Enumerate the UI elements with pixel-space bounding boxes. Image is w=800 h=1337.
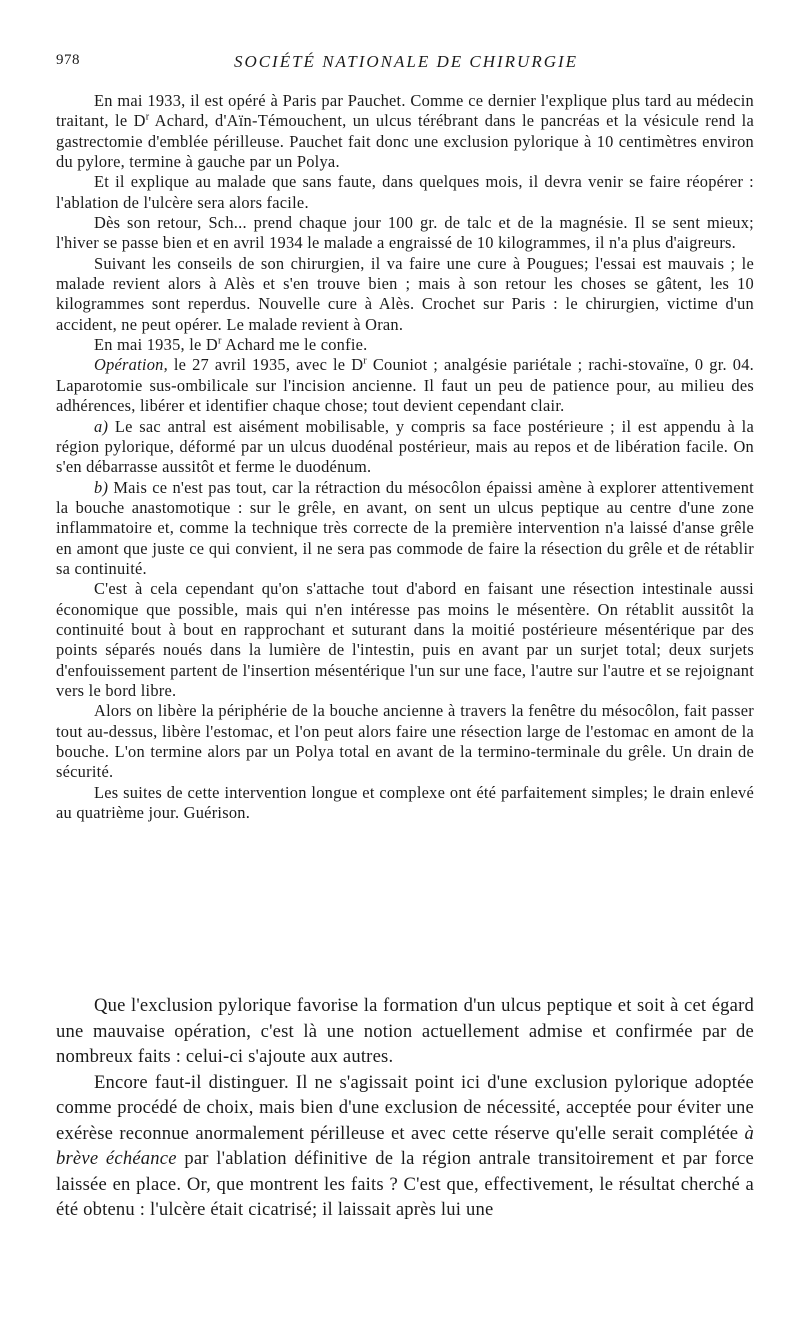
- page-number: 978: [56, 52, 80, 68]
- paragraph: En mai 1935, le $D^r$ Achard me le confie.: [94, 335, 368, 355]
- paragraph: Alors on libère la périphérie de la bouche ancienne à travers la fenêtre du mésocôlon, fait passer tout au-dessus, libère l'estomac, et l'on peut alors faire une résection large de l'estomac en amont de la bouche. L'on termine alors par un Polya total en avant de la termino-terminale du grêle. Un drain de sécurité.: [56, 701, 754, 782]
- discussion-text: [56, 993, 754, 1223]
- paragraph: Que l'exclusion pylorique favorise la formation d'un ulcus peptique et soit à cet égard une mauvaise opération, c'est là une notion actuellement admise et confirmée par de nombreux faits : celui-ci s'ajoute aux autres.: [56, 995, 754, 1067]
- paragraph: Encore faut-il distinguer. Il ne s'agissait point ici d'une exclusion pylorique adoptée comme procédé de choix, mais bien d'une exclusion de nécessité, acceptée pour éviter une exérèse reconnue anormalement périlleuse et avec cette réserve qu'elle serait complétée à brève échéance par l'ablation définitive de la région antrale transitoirement et par force laissée en place. Or, que montrent les faits ? C'est que, effectivement, le résultat cherché a été obtenu : l'ulcère était cicatrisé; il laissait après lui une: [56, 1071, 754, 1220]
- paragraph: b) Mais ce n'est pas tout, car la rétraction du mésocôlon épaissi amène à explorer attentivement la bouche anastomotique : sur le grêle, en avant, on sent un ulcus peptique au centre d'une zone inflammatoire et, comme la technique très correcte de la première intervention n'a laissé d'anse grêle en amont que juste ce qui convient, il ne sera pas commode de faire la résection du grêle et de rétablir sa continuité.: [56, 477, 754, 578]
- case-report-text: [56, 91, 754, 823]
- paragraph: a) Le sac antral est aisément mobilisable, y compris sa face postérieure ; il est appendu à la région pylorique, déformé par un ulcus duodénal postérieur, mais au repos et de libération facile. On s'en débarrasse aussitôt et ferme le duodénum.: [56, 416, 754, 477]
- paragraph: C'est à cela cependant qu'on s'attache tout d'abord en faisant une résection intestinale aussi économique que possible, mais qui n'en intéresse pas moins le mésentère. On rétablit aussitôt la continuité bout à bout en rapprochant et suturant dans la moitié postérieure mésentérique par des points séparés noués dans la lumière de l'intestin, puis en avant par un surjet total; deux surjets d'enfouissement partent de l'insertion mésentérique l'un sur une face, l'autre sur l'autre et se rejoignant vers le bord libre.: [56, 579, 754, 700]
- journal-title: SOCIÉTÉ NATIONALE DE CHIRURGIE: [233, 52, 579, 71]
- running-head: [56, 52, 756, 74]
- paragraph: Les suites de cette intervention longue et complexe ont été parfaitement simples; le drain enlevé au quatrième jour. Guérison.: [56, 782, 754, 823]
- paragraph: Et il explique au malade que sans faute, dans quelques mois, il devra venir se faire réopérer : l'ablation de l'ulcère sera alors facile.: [56, 172, 754, 212]
- paragraph: Suivant les conseils de son chirurgien, il va faire une cure à Pougues; l'essai est mauvais ; le malade revient alors à Alès et s'en trouve bien ; mais à son retour les choses se gâtent, les 10 kilogrammes sont reperdus. Nouvelle cure à Alès. Crochet sur Paris : le chirurgien, victime d'un accident, ne peut opérer. Le malade revient à Oran.: [56, 253, 754, 334]
- paragraph: Dès son retour, Sch... prend chaque jour 100 gr. de talc et de la magnésie. Il se sent mieux; l'hiver se passe bien et en avril 1934 le malade a engraissé de 10 kilogrammes, il n'a plus d'aigreurs.: [56, 213, 754, 253]
- paragraph: En mai 1933, il est opéré à Paris par Pauchet. Comme ce dernier l'explique plus tard au médecin traitant, le $D^r$ Achard, d'Aïn-Témouchent, un ulcus térébrant dans le pancréas et la vésicule rend la gastrectomie d'emblée périlleuse. Pauchet fait donc une exclusion pylorique à 10 centimètres environ du pylore, termine à gauche par un Polya.: [56, 91, 754, 172]
- paragraph: Opération, le 27 avril 1935, avec le $D^r$ Couniot ; analgésie pariétale ; rachi-stovaïne, 0 gr. 04. Laparotomie sus-ombilicale sur l'incision ancienne. Il faut un peu de patience pour, au milieu des adhérences, libérer et identifier chaque chose; tout devient cependant clair.: [56, 355, 754, 416]
